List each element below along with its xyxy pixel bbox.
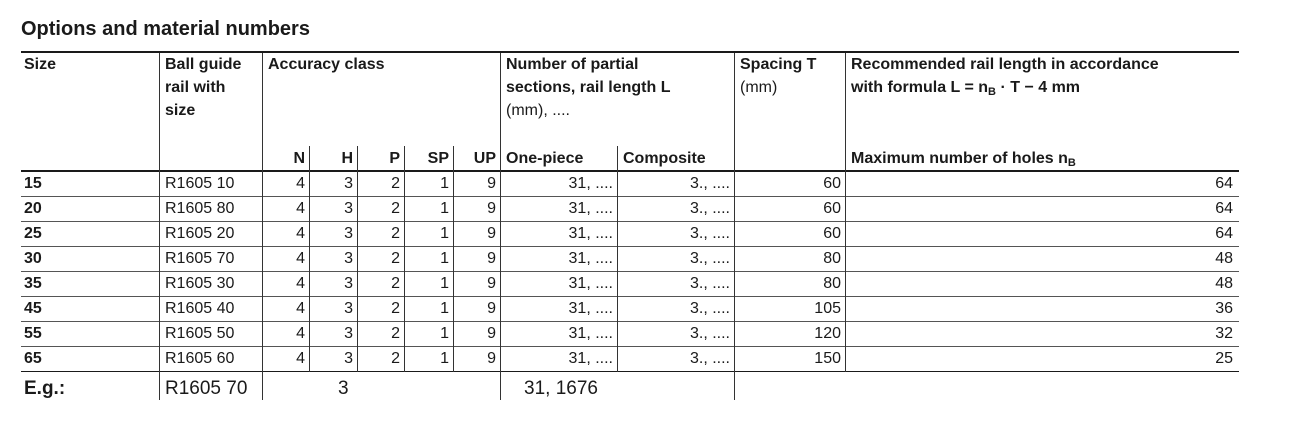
cell-class-n: 4	[296, 325, 305, 342]
cell-class-sp: 1	[440, 225, 449, 242]
cell-material-number: R1605 20	[165, 225, 235, 242]
cell-class-p: 2	[391, 200, 400, 217]
cell-class-up: 9	[487, 225, 496, 242]
cell-class-n: 4	[296, 300, 305, 317]
cell-class-p: 2	[391, 350, 400, 367]
cell-one-piece: 31, ....	[568, 325, 613, 342]
cell-size: 15	[24, 175, 42, 192]
cell-size: 30	[24, 250, 42, 267]
header-accuracy: Accuracy class	[268, 56, 385, 73]
header-spacing-unit: (mm)	[740, 79, 778, 96]
cell-composite: 3., ....	[689, 325, 730, 342]
cell-composite: 3., ....	[689, 350, 730, 367]
header-class-sp: SP	[427, 150, 449, 167]
cell-spacing: 80	[823, 250, 841, 267]
example-accuracy: 3	[338, 378, 349, 399]
cell-size: 20	[24, 200, 42, 217]
header-class-up: UP	[473, 150, 496, 167]
cell-max-holes: 32	[1215, 325, 1233, 342]
cell-class-p: 2	[391, 275, 400, 292]
cell-class-up: 9	[487, 175, 496, 192]
cell-material-number: R1605 80	[165, 200, 235, 217]
cell-class-n: 4	[296, 275, 305, 292]
example-label: E.g.:	[24, 378, 66, 399]
cell-spacing: 120	[814, 325, 841, 342]
header-one-piece: One-piece	[506, 150, 584, 167]
cell-material-number: R1605 50	[165, 325, 235, 342]
cell-size: 45	[24, 300, 42, 317]
header-max-holes: Maximum number of holes $n_B$	[851, 150, 1076, 169]
cell-spacing: 80	[823, 275, 841, 292]
header-class-p: P	[389, 150, 400, 167]
cell-max-holes: 64	[1215, 225, 1233, 242]
cell-spacing: 105	[814, 300, 841, 317]
cell-class-h: 3	[344, 300, 353, 317]
cell-max-holes: 48	[1215, 250, 1233, 267]
cell-class-h: 3	[344, 175, 353, 192]
cell-composite: 3., ....	[689, 300, 730, 317]
cell-one-piece: 31, ....	[568, 200, 613, 217]
cell-one-piece: 31, ....	[568, 175, 613, 192]
cell-class-n: 4	[296, 350, 305, 367]
cell-size: 55	[24, 325, 42, 342]
cell-class-h: 3	[344, 225, 353, 242]
page-title: Options and material numbers	[21, 18, 310, 40]
header-spacing: Spacing T	[740, 56, 817, 73]
cell-size: 25	[24, 225, 42, 242]
cell-spacing: 150	[814, 350, 841, 367]
header-composite: Composite	[623, 150, 706, 167]
cell-class-p: 2	[391, 300, 400, 317]
header-partial: Number of partial	[506, 56, 639, 73]
cell-material-number: R1605 70	[165, 250, 235, 267]
col-divider	[159, 53, 160, 400]
cell-class-up: 9	[487, 350, 496, 367]
cell-class-up: 9	[487, 300, 496, 317]
table-bottom-rule	[21, 371, 1239, 372]
cell-max-holes: 48	[1215, 275, 1233, 292]
example-material: R1605 70	[165, 378, 248, 399]
cell-class-up: 9	[487, 325, 496, 342]
cell-class-sp: 1	[440, 200, 449, 217]
cell-max-holes: 36	[1215, 300, 1233, 317]
cell-class-sp: 1	[440, 350, 449, 367]
cell-max-holes: 25	[1215, 350, 1233, 367]
cell-spacing: 60	[823, 225, 841, 242]
header-ball-guide: rail with	[165, 79, 226, 96]
cell-material-number: R1605 10	[165, 175, 235, 192]
header-class-h: H	[341, 150, 353, 167]
cell-class-sp: 1	[440, 175, 449, 192]
cell-class-n: 4	[296, 225, 305, 242]
header-ball-guide: Ball guide	[165, 56, 242, 73]
cell-one-piece: 31, ....	[568, 250, 613, 267]
cell-class-sp: 1	[440, 250, 449, 267]
header-size: Size	[24, 56, 57, 73]
cell-one-piece: 31, ....	[568, 350, 613, 367]
cell-composite: 3., ....	[689, 175, 730, 192]
cell-spacing: 60	[823, 200, 841, 217]
cell-class-p: 2	[391, 325, 400, 342]
cell-class-p: 2	[391, 175, 400, 192]
cell-one-piece: 31, ....	[568, 275, 613, 292]
header-recommended-formula: with formula $L = n_B \cdot T - 4$ mm	[851, 79, 1081, 98]
cell-composite: 3., ....	[689, 225, 730, 242]
cell-composite: 3., ....	[689, 250, 730, 267]
cell-class-n: 4	[296, 200, 305, 217]
cell-class-h: 3	[344, 200, 353, 217]
cell-class-n: 4	[296, 250, 305, 267]
cell-class-sp: 1	[440, 275, 449, 292]
cell-class-h: 3	[344, 350, 353, 367]
cell-class-sp: 1	[440, 325, 449, 342]
cell-composite: 3., ....	[689, 200, 730, 217]
cell-size: 65	[24, 350, 42, 367]
cell-class-h: 3	[344, 250, 353, 267]
cell-material-number: R1605 40	[165, 300, 235, 317]
cell-max-holes: 64	[1215, 200, 1233, 217]
header-class-n: N	[293, 150, 305, 167]
cell-material-number: R1605 60	[165, 350, 235, 367]
cell-spacing: 60	[823, 175, 841, 192]
example-one-piece: 31, 1676	[524, 378, 598, 399]
cell-size: 35	[24, 275, 42, 292]
cell-class-p: 2	[391, 225, 400, 242]
cell-class-h: 3	[344, 325, 353, 342]
cell-class-h: 3	[344, 275, 353, 292]
cell-max-holes: 64	[1215, 175, 1233, 192]
cell-class-n: 4	[296, 175, 305, 192]
cell-class-up: 9	[487, 250, 496, 267]
header-ball-guide: size	[165, 102, 196, 119]
header-recommended: Recommended rail length in accordance	[851, 56, 1159, 73]
cell-one-piece: 31, ....	[568, 225, 613, 242]
cell-one-piece: 31, ....	[568, 300, 613, 317]
cell-class-up: 9	[487, 275, 496, 292]
header-partial-unit: (mm), ....	[506, 102, 570, 119]
cell-composite: 3., ....	[689, 275, 730, 292]
cell-class-p: 2	[391, 250, 400, 267]
cell-class-up: 9	[487, 200, 496, 217]
header-partial: sections, rail length L	[506, 79, 671, 96]
cell-material-number: R1605 30	[165, 275, 235, 292]
cell-class-sp: 1	[440, 300, 449, 317]
